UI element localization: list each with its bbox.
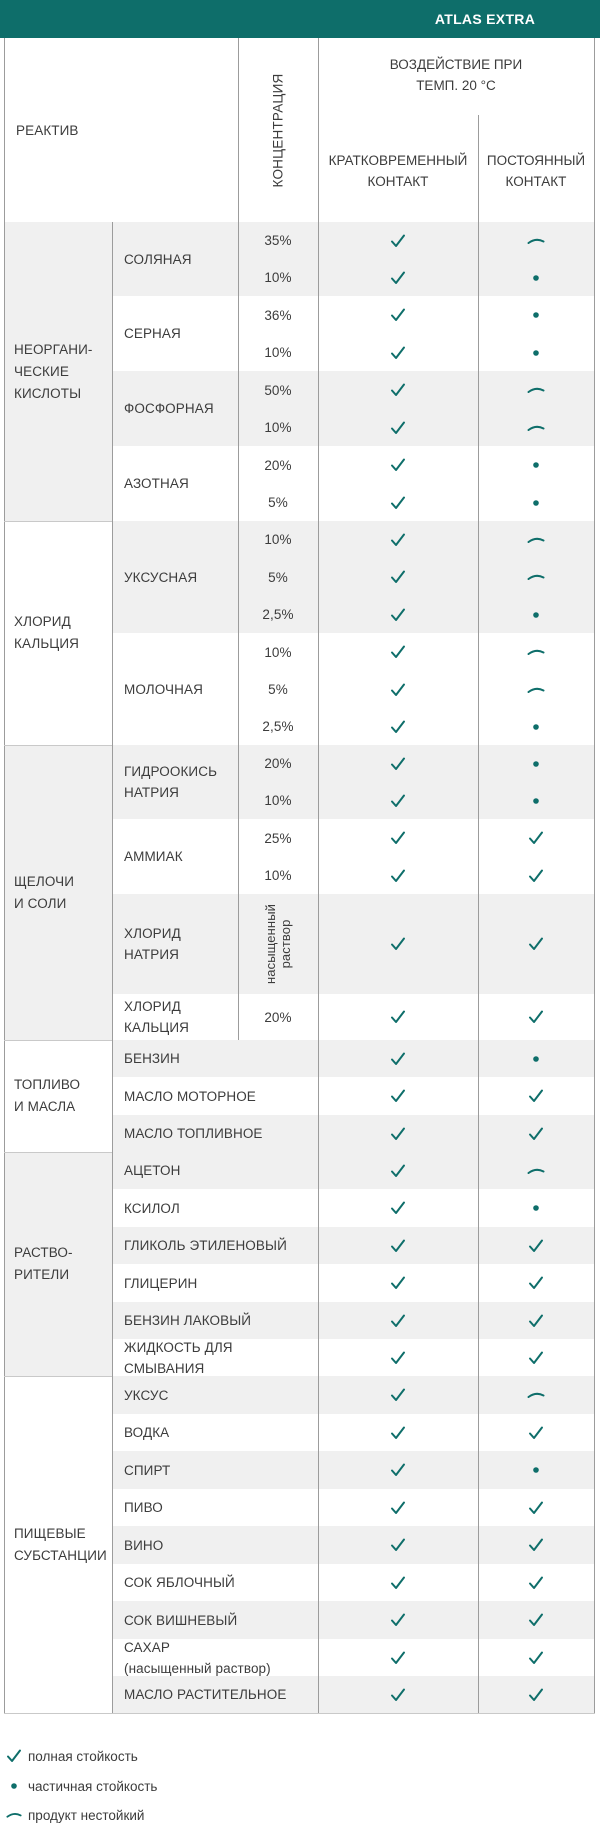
concentration-text: 10% [264,345,292,360]
substance-label [124,521,238,633]
check-icon [318,1115,478,1152]
check-icon [478,1302,594,1339]
check-icon [318,633,478,671]
substance-label [124,1639,318,1676]
concentration-value [238,857,318,894]
substance-line: ХЛОРИД [124,926,181,941]
brand-title: ATLAS EXTRA [434,11,536,27]
category-divider [4,1376,112,1377]
concentration-text: 5% [268,569,288,585]
substance-label [124,1676,318,1713]
check-icon [318,1414,478,1451]
category-line: ЩЕЛОЧИ [14,873,75,889]
concentration-text: 25% [264,830,292,846]
category-divider [4,521,112,522]
divider-concentration-left [238,38,239,1040]
header-long-contact-line2: КОНТАКТ [505,174,567,189]
check-icon [478,1526,594,1564]
concentration-value [238,334,318,371]
header-long-contact-line1: ПОСТОЯННЫЙ [486,153,586,168]
check-icon [478,1077,594,1115]
substance-line: СОК ВИШНЕВЫЙ [124,1612,238,1628]
dot-icon [478,484,594,521]
check-icon [318,671,478,708]
check-icon [318,1601,478,1639]
category-label [14,745,112,1040]
category-label [14,521,112,745]
legend-item [6,1805,306,1825]
check-icon [318,994,478,1040]
check-icon [318,1564,478,1601]
category-line: ХЛОРИД [14,614,71,629]
category-divider [4,1152,112,1153]
substance-line: УКСУС [124,1387,169,1403]
substance-label [124,1339,318,1376]
check-icon [318,259,478,296]
substance-line: (насыщенный раствор) [124,1660,271,1676]
substance-line: СОЛЯНАЯ [124,251,192,267]
dash-icon [478,371,594,409]
dot-icon [478,1451,594,1489]
check-icon [478,1115,594,1152]
substance-label [124,446,238,521]
concentration-value [238,745,318,782]
category-label [14,1152,112,1376]
dash-icon [478,671,594,708]
concentration-value [238,521,318,558]
check-icon [318,222,478,259]
substance-label [124,296,238,371]
substance-line: КАЛЬЦИЯ [124,1020,190,1035]
substance-line: СОК ЯБЛОЧНЫЙ [124,1575,235,1590]
substance-label [124,1189,318,1227]
dot-icon [478,782,594,819]
category-label [14,222,112,521]
dash-icon [478,558,594,596]
category-line: КИСЛОТЫ [14,385,82,401]
check-icon [478,1676,594,1713]
substance-label [124,819,238,894]
table-left-border [4,38,5,1713]
dot-icon [478,708,594,745]
dot-icon [478,259,594,296]
category-line: ПИЩЕВЫЕ [14,1525,86,1541]
concentration-text: 10% [264,644,292,660]
header-impact [318,54,594,96]
concentration-text: 20% [264,457,292,473]
check-icon [318,745,478,782]
concentration-value [238,371,318,409]
concentration-value [238,894,318,994]
category-label [14,1376,112,1713]
legend-text: частичная стойкость [28,1778,158,1794]
concentration-value [238,819,318,857]
header-reagent: РЕАКТИВ [16,122,79,138]
check-icon [478,1639,594,1676]
concentration-text: 2,5% [262,607,294,622]
category-line: И СОЛИ [14,895,67,911]
dash-icon [478,521,594,558]
concentration-text: 20% [264,756,292,771]
category-divider [4,745,112,746]
substance-line: ФОСФОРНАЯ [124,401,214,416]
concentration-value [238,782,318,819]
check-icon [478,1414,594,1451]
substance-line: СМЫВАНИЯ [124,1360,205,1376]
concentration-value [238,259,318,296]
concentration-value [238,708,318,745]
substance-line: САХАР [124,1639,170,1655]
check-icon [318,1264,478,1302]
category-divider [4,1040,112,1041]
substance-label [124,1489,318,1526]
substance-label [124,1227,318,1264]
substance-line: НАТРИЯ [124,785,180,800]
concentration-text: 10% [264,868,292,883]
check-icon [318,484,478,521]
header-short-contact-line2: КОНТАКТ [367,174,429,189]
check-icon [478,1227,594,1264]
substance-label [124,1526,318,1564]
concentration-value [238,446,318,484]
header-long-contact [478,150,594,192]
concentration-value [238,671,318,708]
check-icon [318,409,478,446]
category-line: РАСТВО- [14,1245,73,1260]
substance-label [124,1077,318,1115]
concentration-text: 10% [264,793,292,808]
check-icon [478,819,594,857]
substance-line: ГЛИЦЕРИН [124,1275,198,1291]
check-icon [478,857,594,894]
substance-line: МАСЛО ТОПЛИВНОЕ [124,1126,263,1141]
check-icon [318,596,478,633]
check-icon [318,296,478,334]
substance-line: МАСЛО МОТОРНОЕ [124,1088,256,1104]
check-icon [318,1227,478,1264]
substance-label [124,1264,318,1302]
category-line: НЕОРГАНИ- [14,341,93,357]
concentration-text: 10% [264,420,292,435]
substance-line: МАСЛО РАСТИТЕЛЬНОЕ [124,1687,287,1702]
substance-line: ЖИДКОСТЬ ДЛЯ [124,1339,233,1355]
check-icon [318,894,478,994]
substance-label [124,1601,318,1639]
substance-line: УКСУСНАЯ [124,569,198,585]
category-line: КАЛЬЦИЯ [14,636,80,651]
check-icon [318,1152,478,1189]
concentration-text: 36% [264,307,292,323]
concentration-text: 5% [268,682,288,697]
concentration-value [238,558,318,596]
substance-label [124,1414,318,1451]
legend-text: продукт нестойкий [28,1807,145,1823]
legend-text: полная стойкость [28,1748,138,1764]
dot-icon [478,745,594,782]
divider-concentration-right [318,38,319,1713]
check-icon [478,1489,594,1526]
substance-line: БЕНЗИН ЛАКОВЫЙ [124,1313,252,1328]
substance-line: НАТРИЯ [124,947,180,962]
dash-icon [478,409,594,446]
category-line: ЧЕСКИЕ [14,363,69,379]
substance-label [124,222,238,296]
divider-category [112,222,113,1713]
check-icon [478,894,594,994]
concentration-value [238,484,318,521]
dash-icon [478,222,594,259]
check-icon [478,1564,594,1601]
check-icon [318,1676,478,1713]
check-icon [318,521,478,558]
check-icon [318,782,478,819]
substance-line: ХЛОРИД [124,999,181,1014]
substance-label [124,1451,318,1489]
dash-icon [6,1811,22,1819]
header-impact-line1: ВОЗДЕЙСТВИЕ ПРИ [389,57,523,72]
substance-line: МОЛОЧНАЯ [124,681,203,697]
substance-line: ПИВО [124,1500,163,1515]
category-line: ТОПЛИВО [14,1077,81,1092]
substance-line: АЗОТНАЯ [124,476,189,491]
dot-icon [478,446,594,484]
check-icon [6,1749,22,1763]
check-icon [318,857,478,894]
concentration-value [238,633,318,671]
substance-line: ВОДКА [124,1425,170,1440]
check-icon [318,1189,478,1227]
substance-label [124,745,238,819]
category-line: РИТЕЛИ [14,1267,70,1282]
check-icon [318,1639,478,1676]
substance-label [124,994,238,1040]
concentration-text: 35% [264,233,292,248]
concentration-value [238,222,318,259]
substance-label [124,1302,318,1339]
concentration-value [238,409,318,446]
substance-line: ГИДРООКИСЬ [124,764,218,779]
check-icon [318,1451,478,1489]
header-concentration [238,38,318,222]
substance-line: АЦЕТОН [124,1163,181,1178]
substance-line: СПИРТ [124,1462,171,1478]
check-icon [318,708,478,745]
substance-line: КСИЛОЛ [124,1200,180,1216]
header-impact-line2: ТЕМП. 20 °C [416,78,496,93]
dot-icon [478,334,594,371]
check-icon [478,994,594,1040]
category-line: СУБСТАНЦИИ [14,1547,107,1563]
concentration-value [238,994,318,1040]
check-icon [478,1601,594,1639]
concentration-value [238,596,318,633]
header-concentration-text: КОНЦЕНТРАЦИЯ [270,73,286,187]
concentration-text: 10% [264,270,292,285]
dot-icon [478,296,594,334]
check-icon [318,446,478,484]
concentration-text: 50% [264,382,292,398]
concentration-text: 20% [264,1009,292,1025]
legend-item [6,1776,306,1796]
dot-icon [6,1782,22,1790]
substance-label [124,894,238,994]
substance-line: СЕРНАЯ [124,326,181,341]
substance-label [124,1564,318,1601]
dash-icon [478,1376,594,1414]
check-icon [318,1526,478,1564]
substance-line: АММИАК [124,849,183,864]
check-icon [318,558,478,596]
dot-icon [478,1189,594,1227]
check-icon [318,1077,478,1115]
substance-label [124,633,238,745]
substance-line: БЕНЗИН [124,1051,180,1066]
check-icon [318,371,478,409]
check-icon [318,1489,478,1526]
dot-icon [478,596,594,633]
substance-line: ГЛИКОЛЬ ЭТИЛЕНОВЫЙ [124,1238,287,1253]
concentration-text: 10% [264,532,292,547]
header-short-contact [318,150,478,192]
table-right-border [594,38,595,1713]
substance-label [124,1152,318,1189]
substance-label [124,1376,318,1414]
legend-item [6,1746,306,1766]
check-icon [478,1264,594,1302]
check-icon [318,1040,478,1077]
concentration-value [238,296,318,334]
concentration-text: 5% [268,495,288,510]
substance-line: ВИНО [124,1537,164,1553]
category-line: И МАСЛА [14,1099,76,1114]
concentration-text: насыщенный раствор [263,904,293,984]
substance-label [124,371,238,446]
check-icon [318,1376,478,1414]
dot-icon [478,1040,594,1077]
dash-icon [478,1152,594,1189]
substance-label [124,1115,318,1152]
check-icon [318,1339,478,1376]
header-short-contact-line1: КРАТКОВРЕМЕННЫЙ [328,153,468,168]
check-icon [318,819,478,857]
substance-label [124,1040,318,1077]
category-label [14,1040,112,1152]
dash-icon [478,633,594,671]
divider-contact [478,115,479,1713]
table-bottom-border [4,1713,595,1714]
check-icon [318,334,478,371]
check-icon [318,1302,478,1339]
check-icon [478,1339,594,1376]
concentration-text: 2,5% [262,719,294,734]
